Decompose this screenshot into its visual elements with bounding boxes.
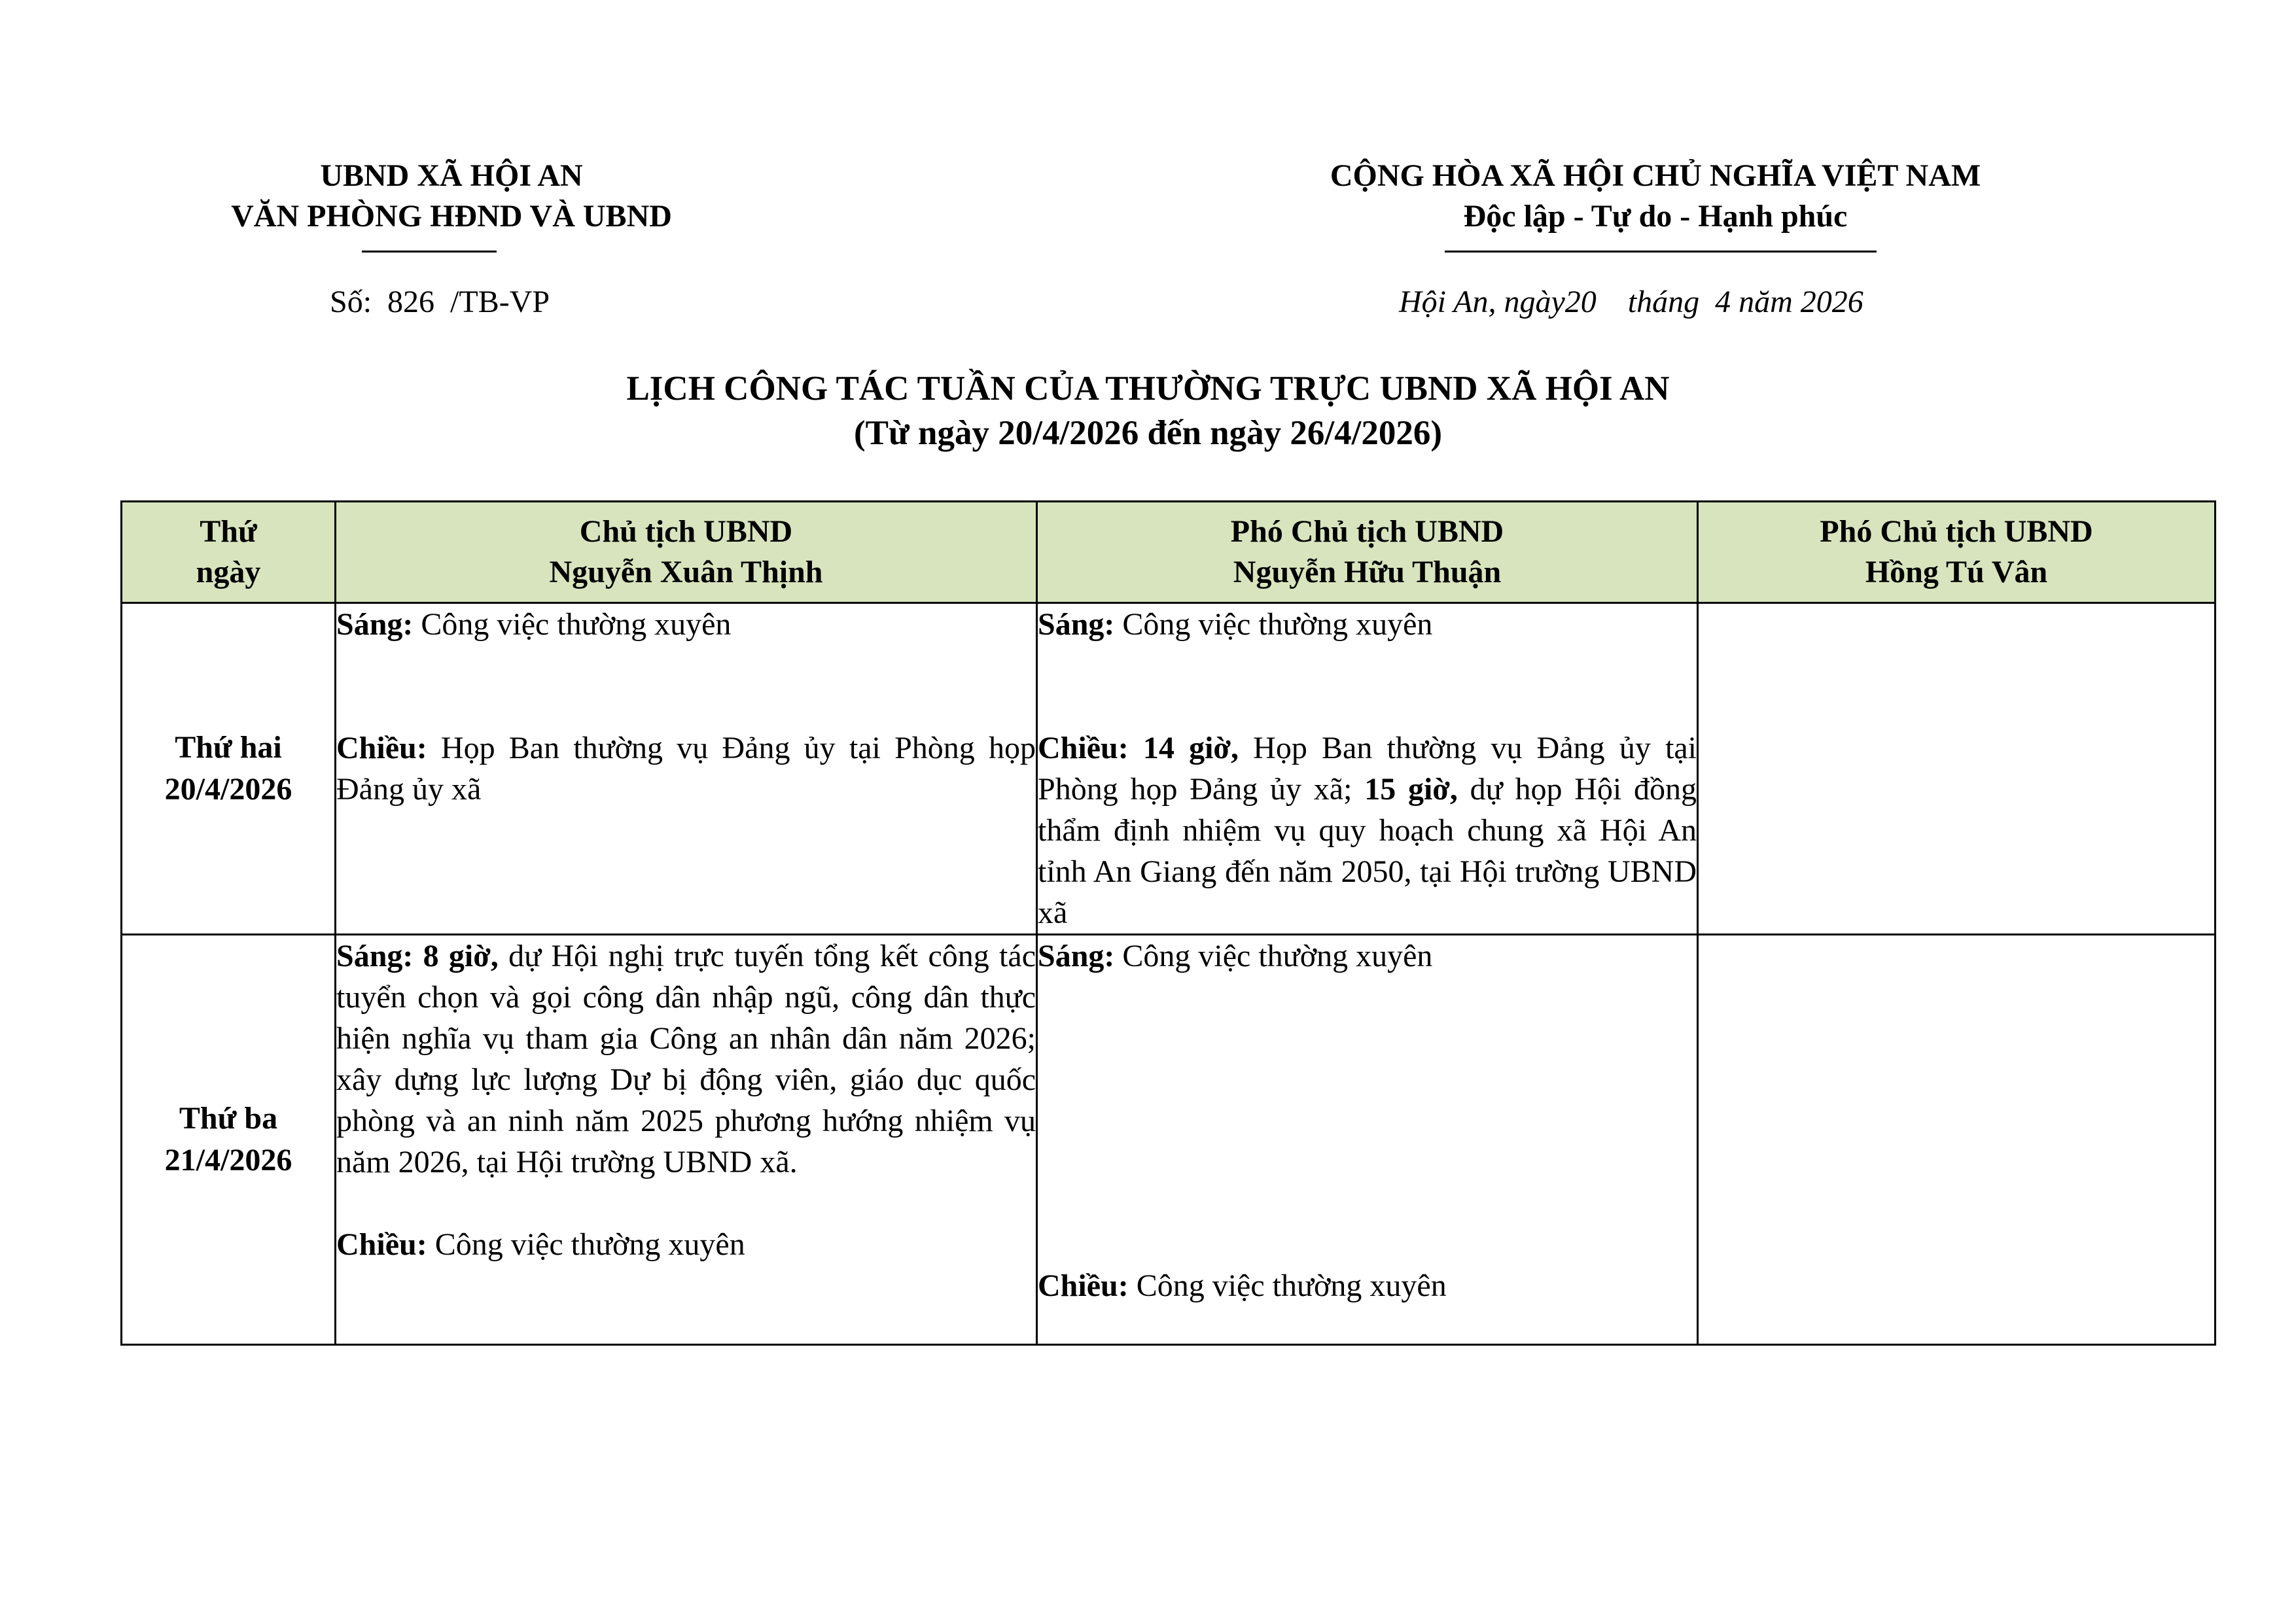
day-cell <box>122 603 336 935</box>
morning-entry: Sáng: Công việc thường xuyên <box>336 607 732 642</box>
table-header-row <box>122 502 2216 603</box>
morning-entry: Sáng: 8 giờ, dự Hội nghị trực tuyến tổng kết công tác tuyển chọn và gọi công dân nhập ngũ, công dân thực hiện nghĩa vụ tham gia Công an nhân dân năm 2026; xây dựng lực lượng Dự bị động viên, giáo dục quốc phòng và an ninh năm 2025 phương hướng nhiệm vụ năm 2026, tại Hội trường UBND xã. <box>336 939 1036 1179</box>
afternoon-entry: Chiều: 14 giờ, Họp Ban thường vụ Đảng ủy tại Phòng họp Đảng ủy xã; 15 giờ, dự họp Hội đồng thẩm định nhiệm vụ quy hoạch chung xã Hội An tỉnh An Giang đến năm 2050, tại Hội trường UBND xã <box>1038 731 1697 930</box>
national-header <box>1230 156 2081 237</box>
column-header-chairman: Chủ tịch UBND Nguyễn Xuân Thịnh <box>336 502 1037 603</box>
column-header-vice-chairman-1: Phó Chủ tịch UBND Nguyễn Hữu Thuận <box>1037 502 1698 603</box>
table-row <box>122 603 2216 935</box>
national-motto: Độc lập - Tự do - Hạnh phúc <box>1463 199 1848 234</box>
column-header-day: Thứ ngày <box>122 502 336 603</box>
table-row <box>122 935 2216 1345</box>
vice-chairman-1-schedule-cell <box>1037 603 1698 935</box>
schedule-table <box>120 500 2216 1346</box>
day-name: Thứ ba <box>179 1101 278 1136</box>
afternoon-entry: Chiều: Công việc thường xuyên <box>1038 1268 1447 1303</box>
morning-entry: Sáng: Công việc thường xuyên <box>1038 939 1433 973</box>
vice-chairman-2-schedule-cell <box>1698 935 2216 1345</box>
chairman-schedule-cell <box>336 603 1037 935</box>
morning-entry: Sáng: Công việc thường xuyên <box>1038 607 1433 642</box>
vice-chairman-1-schedule-cell <box>1037 935 1698 1345</box>
day-date: 21/4/2026 <box>164 1143 292 1178</box>
document-title: LỊCH CÔNG TÁC TUẦN CỦA THƯỜNG TRỰC UBND XÃ HỘI AN <box>626 370 1670 408</box>
issuer-line-1: UBND XÃ HỘI AN <box>320 158 583 193</box>
vice-chairman-2-schedule-cell <box>1698 603 2216 935</box>
motto-underline <box>1445 251 1877 253</box>
column-header-vice-chairman-2: Phó Chủ tịch UBND Hồng Tú Vân <box>1698 502 2216 603</box>
day-date: 20/4/2026 <box>164 772 292 807</box>
day-name: Thứ hai <box>175 730 282 765</box>
issuer-underline <box>362 251 497 253</box>
place-and-date: Hội An, ngày20 tháng 4 năm 2026 <box>1399 285 1863 319</box>
day-cell <box>122 935 336 1345</box>
national-name: CỘNG HÒA XÃ HỘI CHỦ NGHĨA VIỆT NAM <box>1330 158 1981 193</box>
chairman-schedule-cell <box>336 935 1037 1345</box>
document-subtitle: (Từ ngày 20/4/2026 đến ngày 26/4/2026) <box>853 414 1443 452</box>
issuer-header <box>157 156 746 237</box>
afternoon-entry: Chiều: Họp Ban thường vụ Đảng ủy tại Phòng họp Đảng ủy xã <box>336 731 1036 807</box>
issuer-line-2: VĂN PHÒNG HĐND VÀ UBND <box>231 199 672 234</box>
afternoon-entry: Chiều: Công việc thường xuyên <box>336 1227 745 1262</box>
document-number: Số: 826 /TB-VP <box>330 285 550 319</box>
